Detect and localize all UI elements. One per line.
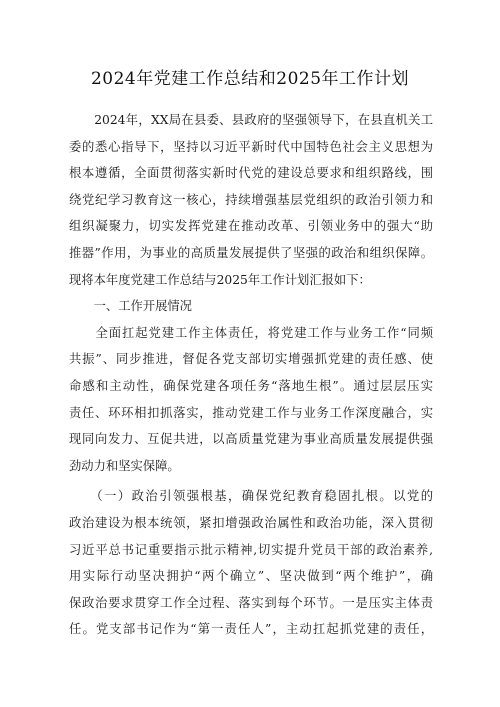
paragraph-line: 2024年，XX局在县委、县政府的坚强领导下，在县直机关工 — [69, 113, 433, 127]
document-body — [69, 107, 433, 643]
paragraph-line: 习近平总书记重要指示批示精神,切实提升党员干部的政治素养, — [69, 542, 433, 557]
paragraph-line: 组织凝聚力，切实发挥党建在推动改革、引领业务中的强大“助 — [69, 219, 433, 234]
paragraph-line: （一）政治引领强根基，确保党纪教育稳固扎根。以党的 — [69, 489, 433, 504]
paragraph-line: 责任、环环相扣抓落实，推动党建工作与业务工作深度融合，实 — [69, 405, 433, 420]
paragraph-line: 委的悉心指导下，坚持以习近平新时代中国特色社会主义思想为 — [69, 139, 433, 154]
paragraph-line: 全面扛起党建工作主体责任，将党建工作与业务工作“同频 — [69, 325, 433, 340]
document-title: 2024年党建工作总结和2025年工作计划 — [90, 69, 410, 89]
paragraph-line: 现同向发力、互促共进，以高质量党建为事业高质量发展提供强 — [69, 432, 433, 447]
paragraph-line: 根本遵循，全面贯彻落实新时代党的建设总要求和组织路线，围 — [69, 166, 433, 181]
paragraph-line: 现将本年度党建工作总结与2025年工作计划汇报如下： — [69, 272, 371, 287]
paragraph-line: 用实际行动坚决拥护“两个确立”、坚决做到“两个维护”，确 — [69, 569, 433, 584]
paragraph-line: 绕党纪学习教育这一核心，持续增强基层党组织的政治引领力和 — [69, 192, 433, 207]
paragraph-line: 命感和主动性，确保党建各项任务“落地生根”。通过层层压实 — [69, 378, 433, 393]
section-heading: 一、工作开展情况 — [69, 299, 192, 314]
paragraph-line: 保政治要求贯穿工作全过程、落实到每个环节。一是压实主体责 — [69, 595, 433, 610]
paragraph-line: 任。党支部书记作为“第一责任人”，主动扛起抓党建的责任， — [69, 622, 433, 637]
paragraph-line: 政治建设为根本统领，紧扣增强政治属性和政治功能，深入贯彻 — [69, 515, 433, 530]
paragraph-line: 劲动力和坚实保障。 — [69, 458, 180, 473]
paragraph-line: 共振”、同步推进，督促各党支部切实增强抓党建的责任感、使 — [69, 352, 433, 367]
paragraph-line: 推器”作用，为事业的高质量发展提供了坚强的政治和组织保障。 — [69, 245, 433, 260]
